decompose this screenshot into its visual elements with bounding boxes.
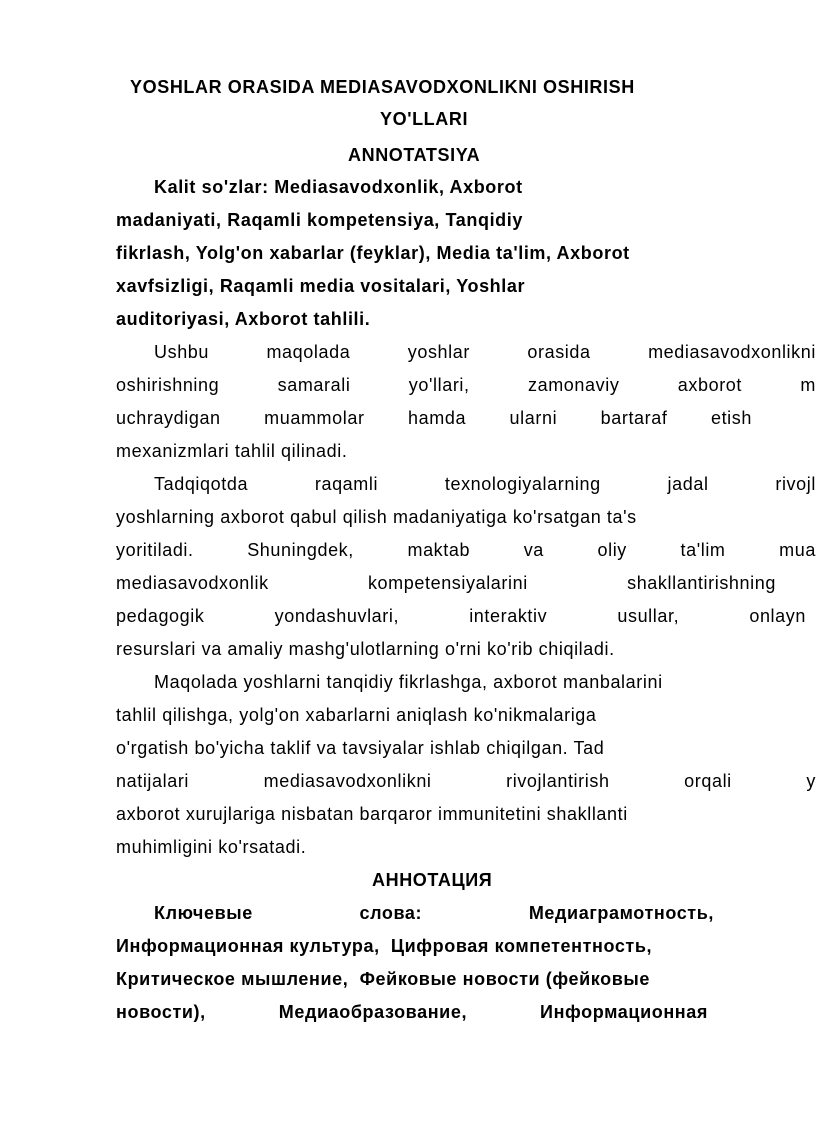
word: zamonaviy — [527, 375, 620, 395]
word: jadal — [667, 474, 709, 494]
paragraph-line — [116, 539, 816, 561]
word: yo'llari, — [408, 375, 470, 395]
word: mediasavodxonlikni — [648, 342, 816, 362]
word: maktab — [407, 540, 471, 560]
word: raqamli — [314, 474, 379, 494]
word: kompetensiyalarini — [367, 573, 528, 593]
article-title-line-2: YO'LLARI — [380, 109, 469, 129]
paragraph-line — [116, 374, 816, 396]
word: pedagogik — [116, 606, 205, 626]
paragraph-line — [116, 572, 776, 594]
paragraph-line — [116, 407, 752, 429]
keywords-uz-line: madaniyati, Raqamli kompetensiya, Tanqidiy — [116, 210, 523, 230]
word: orqali — [684, 771, 732, 791]
word: samarali — [277, 375, 351, 395]
word: uchraydigan — [116, 408, 221, 428]
word: Tadqiqotda — [154, 474, 249, 494]
word: rivojlantirish — [506, 771, 610, 791]
word: слова: — [359, 903, 423, 923]
word: shakllantirishning — [627, 573, 776, 593]
paragraph-line: mexanizmlari tahlil qilinadi. — [116, 441, 348, 461]
word: texnologiyalarning — [444, 474, 601, 494]
paragraph-line: o'rgatish bo'yicha taklif va tavsiyalar ishlab chiqilgan. Tad — [116, 738, 605, 758]
keywords-uz-line: auditoriyasi, Axborot tahlili. — [116, 309, 371, 329]
word: Медиаобразование, — [278, 1002, 468, 1022]
paragraph-line: yoshlarning axborot qabul qilish madaniyatiga ko'rsatgan ta's — [116, 507, 637, 527]
keywords-uz-line: xavfsizligi, Raqamli media vositalari, Yoshlar — [116, 276, 526, 296]
annotation-ru-heading: АННОТАЦИЯ — [372, 870, 493, 890]
paragraph-line: resurslari va amaliy mashg'ulotlarning o'rni ko'rib chiqiladi. — [116, 639, 615, 659]
word: m — [800, 375, 816, 395]
word: yoshlar — [407, 342, 470, 362]
paragraph-line: tahlil qilishga, yolg'on xabarlarni aniqlash ko'nikmalariga — [116, 705, 597, 725]
word: oliy — [597, 540, 627, 560]
keywords-ru-line — [154, 902, 714, 924]
paragraph-line — [154, 341, 816, 363]
word: mua — [779, 540, 816, 560]
word: yoritiladi. — [116, 540, 194, 560]
word: bartaraf — [600, 408, 668, 428]
word: orasida — [527, 342, 591, 362]
word: mediasavodxonlikni — [263, 771, 432, 791]
paragraph-line — [116, 605, 806, 627]
paragraph-line: muhimligini ko'rsatadi. — [116, 837, 307, 857]
annotation-uz-heading: ANNOTATSIYA — [348, 145, 481, 165]
word: mediasavodxonlik — [116, 573, 269, 593]
keywords-ru-line: Информационная культура, Цифровая компетентность, — [116, 936, 653, 956]
article-title-line-1: YOSHLAR ORASIDA MEDIASAVODXONLIKNI OSHIRISH — [130, 77, 635, 97]
paragraph-line: axborot xurujlariga nisbatan barqaror immunitetini shakllanti — [116, 804, 628, 824]
word: usullar, — [617, 606, 680, 626]
keywords-ru-line: Критическое мышление, Фейковые новости (фейковые — [116, 969, 650, 989]
word: va — [523, 540, 544, 560]
word: rivojl — [775, 474, 816, 494]
paragraph-line — [116, 770, 816, 792]
keywords-uz-line: fikrlash, Yolg'on xabarlar (feyklar), Media ta'lim, Axborot — [116, 243, 630, 263]
word: axborot — [677, 375, 743, 395]
keywords-uz-line: Kalit so'zlar: Mediasavodxonlik, Axborot — [154, 177, 523, 197]
word: y — [806, 771, 816, 791]
word: oshirishning — [116, 375, 220, 395]
word: hamda — [408, 408, 467, 428]
paragraph-line: Maqolada yoshlarni tanqidiy fikrlashga, axborot manbalarini — [154, 672, 663, 692]
word: Медиаграмотность, — [528, 903, 714, 923]
word: natijalari — [116, 771, 190, 791]
word: onlayn — [749, 606, 806, 626]
word: etish — [710, 408, 752, 428]
word: Ushbu — [154, 342, 210, 362]
word: Shuningdek, — [247, 540, 354, 560]
word: ularni — [509, 408, 558, 428]
word: interaktiv — [469, 606, 548, 626]
word: yondashuvlari, — [274, 606, 400, 626]
word: Информационная — [540, 1002, 708, 1022]
word: maqolada — [266, 342, 351, 362]
word: ta'lim — [680, 540, 726, 560]
word: Ключевые — [154, 903, 253, 923]
word: muammolar — [264, 408, 365, 428]
paragraph-line — [154, 473, 816, 495]
word: новости), — [116, 1002, 206, 1022]
keywords-ru-line — [116, 1001, 708, 1023]
